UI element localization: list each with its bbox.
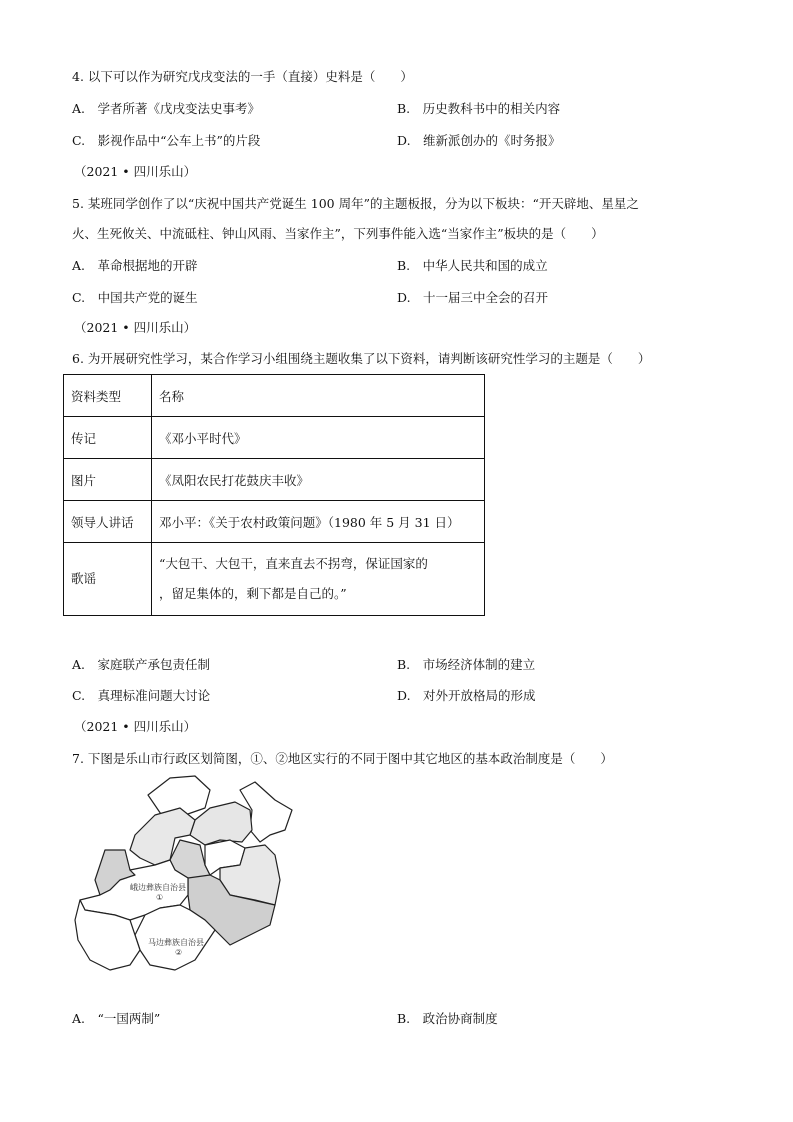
q4-stem: 4. 以下可以作为研究戊戌变法的一手（直接）史料是（ ） bbox=[72, 69, 413, 84]
table-cell: 领导人讲话 bbox=[64, 501, 152, 543]
table-row bbox=[64, 459, 485, 501]
table-cell bbox=[152, 543, 485, 616]
q5-option-a: A. 革命根据地的开辟 bbox=[72, 258, 198, 273]
map-label-2: ② bbox=[175, 948, 183, 957]
q4-source: （2021 • 四川乐山） bbox=[74, 164, 197, 179]
table-cell: 邓小平：《关于农村政策问题》（1980 年 5 月 31 日） bbox=[152, 501, 485, 543]
q5-option-d: D. 十一届三中全会的召开 bbox=[397, 290, 549, 305]
q6-option-b: B. 市场经济体制的建立 bbox=[397, 657, 536, 672]
map-label-mabian: 马边彝族自治县 bbox=[148, 938, 204, 947]
q6-materials-table bbox=[63, 374, 485, 616]
ballad-line2: ，留足集体的，剩下都是自己的。” bbox=[159, 586, 347, 601]
table-row bbox=[64, 543, 485, 616]
q5-stem-line2: 火、生死攸关、中流砥柱、钟山风雨、当家作主”，下列事件能入选“当家作主”板块的是（ ） bbox=[72, 226, 604, 241]
q4-option-a: A. 学者所著《戊戌变法史事考》 bbox=[72, 101, 261, 116]
q4-option-c: C. 影视作品中“公车上书”的片段 bbox=[72, 133, 261, 148]
leshan-district-map bbox=[70, 770, 300, 980]
q6-stem: 6. 为开展研究性学习，某合作学习小组围绕主题收集了以下资料，请判断该研究性学习的主题是（ ） bbox=[72, 351, 651, 366]
table-cell: 传记 bbox=[64, 417, 152, 459]
q7-stem: 7. 下图是乐山市行政区划简图，①、②地区实行的不同于图中其它地区的基本政治制度是（ ） bbox=[72, 751, 613, 766]
q5-option-c: C. 中国共产党的诞生 bbox=[72, 290, 198, 305]
table-row bbox=[64, 417, 485, 459]
q4-option-d: D. 维新派创办的《时务报》 bbox=[397, 133, 561, 148]
q6-source: （2021 • 四川乐山） bbox=[74, 719, 197, 734]
table-header: 资料类型 bbox=[64, 375, 152, 417]
table-row bbox=[64, 501, 485, 543]
map-label-ebian: 峨边彝族自治县 bbox=[130, 883, 186, 892]
q5-option-b: B. 中华人民共和国的成立 bbox=[397, 258, 548, 273]
table-cell: 《凤阳农民打花鼓庆丰收》 bbox=[152, 459, 485, 501]
q6-option-d: D. 对外开放格局的形成 bbox=[397, 688, 536, 703]
q5-source: （2021 • 四川乐山） bbox=[74, 320, 197, 335]
table-cell: 图片 bbox=[64, 459, 152, 501]
table-header: 名称 bbox=[152, 375, 485, 417]
table-header-row bbox=[64, 375, 485, 417]
map-label-1: ① bbox=[156, 893, 164, 902]
q7-option-b: B. 政治协商制度 bbox=[397, 1011, 498, 1026]
q4-option-b: B. 历史教科书中的相关内容 bbox=[397, 101, 561, 116]
table-cell: 歌谣 bbox=[64, 543, 152, 616]
ballad-line1: “大包干、大包干，直来直去不拐弯，保证国家的 bbox=[159, 556, 428, 571]
table-cell: 《邓小平时代》 bbox=[152, 417, 485, 459]
q6-option-c: C. 真理标准问题大讨论 bbox=[72, 688, 211, 703]
q7-option-a: A. “一国两制” bbox=[72, 1011, 161, 1026]
q6-option-a: A. 家庭联产承包责任制 bbox=[72, 657, 211, 672]
q5-stem-line1: 5. 某班同学创作了以“庆祝中国共产党诞生 100 周年”的主题板报，分为以下板块：“开天辟地、星星之 bbox=[72, 196, 639, 211]
